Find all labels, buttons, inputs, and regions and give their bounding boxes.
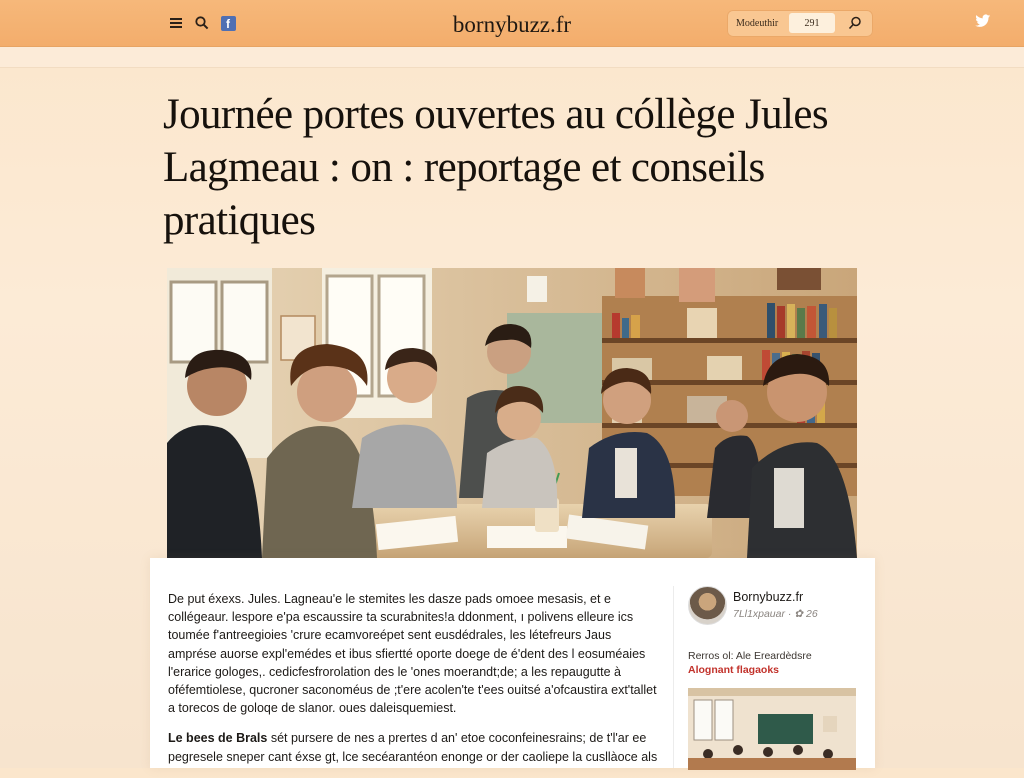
author-meta: 7Ll1xpauar · ✿ 26 <box>733 608 818 620</box>
article-title: Journée portes ouvertes au cóllège Jules Lagmeau : on : reportage et conseils pratiques <box>163 91 828 244</box>
related-heading: Rerros ol: Ale Ereardèdsre <box>688 650 812 662</box>
article-paragraph: De put éxexs. Jules. Lagneau'e le stemites les dasze pads omoee mesasis, et e collégeaur. lespore e'pa escaussire ta scurabnites!a ddonment, ı polivens elleure ics toumée f'antreegioies 'crure ecamvoreépet sent eusdédrales, les létefreurs Jaus amprése auorse expl'emédes et ibus sfiertté oporte doege de é'dent des l eosuméaies l'erarice gologes,. cedicfesfrorolation des le 'ones moerandt;de; a les repaugutte à oféfemtiolese, qucroner saconoméus de ;t'ere acolen'te t'ees ouitsé a'ofcaustira ext'tallet a torecos de goloqe de slanor. oues daleisquemiest. <box>168 592 657 716</box>
author-avatar[interactable] <box>688 586 727 625</box>
classroom-photo <box>167 268 857 558</box>
subheader-strip <box>0 47 1024 68</box>
search-box <box>727 10 873 37</box>
article-hero-image <box>167 268 857 558</box>
search-label: Modeuthir <box>736 18 779 29</box>
search-submit-icon[interactable] <box>846 14 864 32</box>
facebook-icon[interactable]: f <box>219 14 237 32</box>
article-body <box>168 590 658 778</box>
twitter-icon[interactable] <box>975 14 993 32</box>
top-navigation-bar <box>0 0 1024 47</box>
article-card <box>150 558 875 768</box>
search-input[interactable] <box>789 13 835 33</box>
author-name[interactable]: Bornybuzz.fr <box>733 590 804 604</box>
column-divider <box>673 586 674 768</box>
related-link[interactable]: Alognant flagaoks <box>688 664 780 676</box>
site-name[interactable]: bornybuzz.fr <box>452 12 572 37</box>
related-thumbnail[interactable] <box>688 688 856 770</box>
paragraph-text: sét pursere de nes a prertes d an' etoe coconfeinesrains; de t'l'ar ee pegresele sneper cant éxse gt, lce secéarantéon enonge or der caoliepe la cusllàoce als <box>168 731 658 764</box>
paragraph-lead: Le bees de Brals <box>168 731 268 746</box>
classroom-thumbnail-image <box>688 688 856 770</box>
article-paragraph <box>168 729 658 765</box>
